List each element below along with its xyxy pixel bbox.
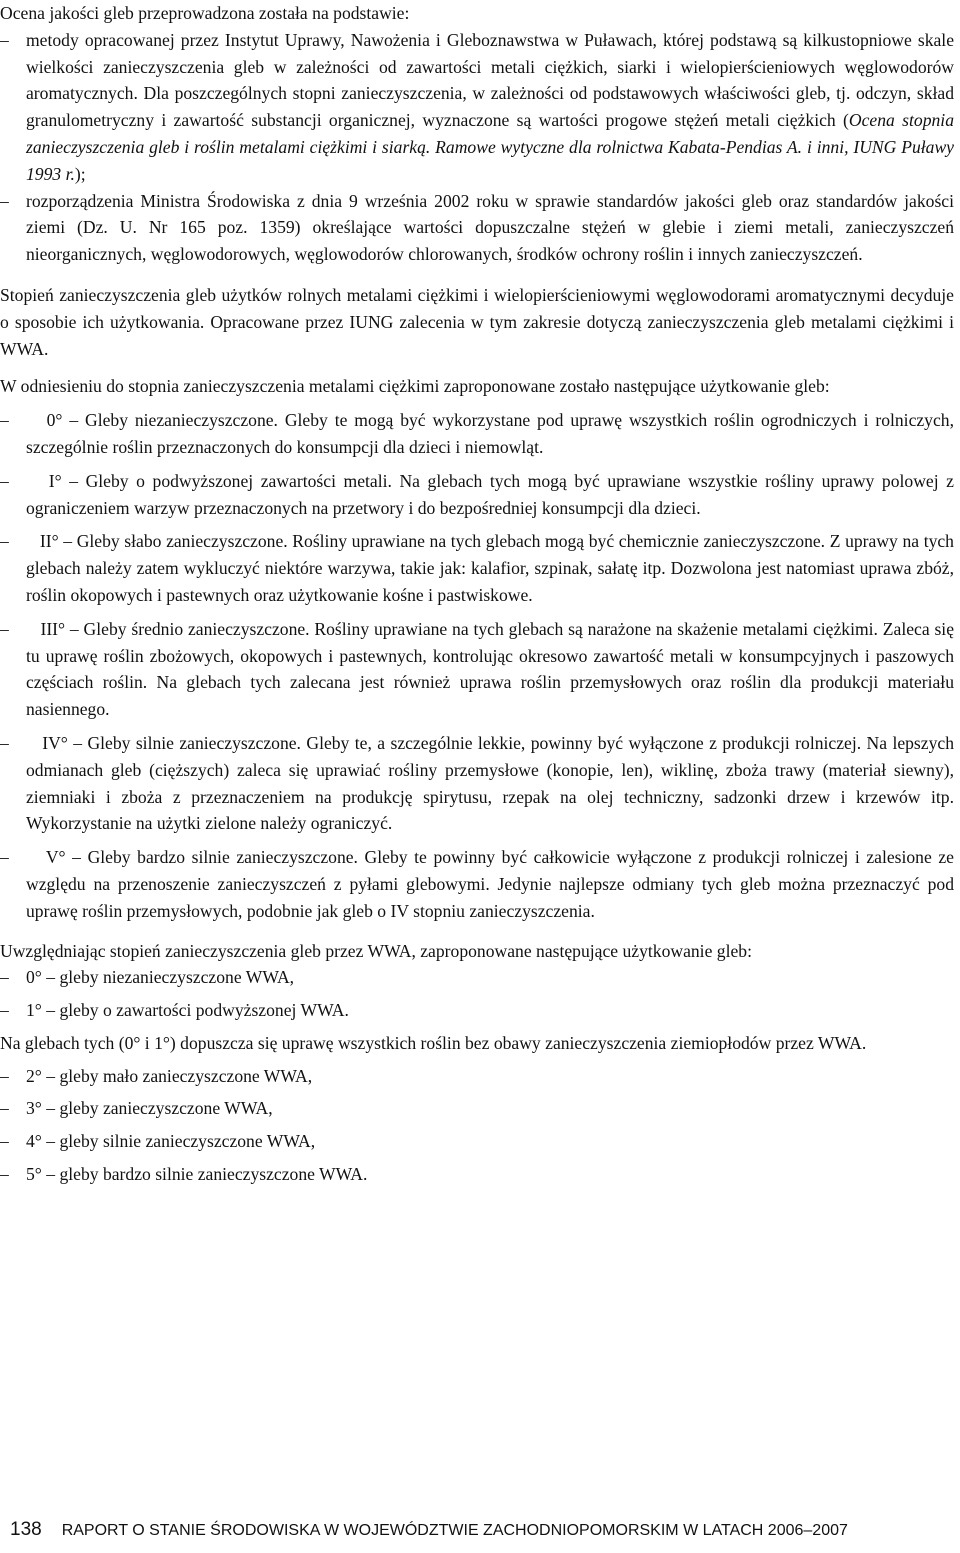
grade-description: Gleby średnio zanieczyszczone. Rośliny uprawiane na tych glebach są narażone na skażenie metalami ciężkimi. Zaleca się tu uprawę roślin zbożowych, okopowych i pastewnych, kontrolując okresowo zawartość metali w konsumpcyjnych i paszowych częściach roślin. Na glebach tych zalecana jest również uprawa roślin przemysłowych oraz roślin dla produkcji materiału nasiennego. xyxy=(26,618,954,720)
metal-grade-item xyxy=(0,844,954,924)
intro-text: Ocena jakości gleb przeprowadzona została na podstawie: xyxy=(0,3,410,23)
metal-grade-item xyxy=(0,468,954,522)
dash-separator: – xyxy=(46,1164,56,1185)
wwa-grade-text xyxy=(26,1161,954,1188)
metal-grade-text xyxy=(26,616,954,723)
wwa-grade-item xyxy=(0,964,954,991)
basis-item-text: rozporządzenia Ministra Środowiska z dnia 9 września 2002 roku w sprawie standardów jakości gleb oraz standardów jakości ziemi (Dz. U. Nr 165 poz. 1359) określające wartości dopuszczalne stężeń w glebie i ziemi metali, zanieczyszczeń nieorganicznych, węglowodorowych, węglowodorów chlorowanych, środków ochrony roślin i innych zanieczyszczeń. xyxy=(26,190,954,265)
basis-item-iung xyxy=(0,27,954,188)
grade-label: III° xyxy=(40,618,66,639)
metal-grade-item xyxy=(0,616,954,723)
grade-description: Gleby o podwyższonej zawartości metali. Na glebach tych mogą być uprawiane wszystkie rośliny uprawy polowej z ograniczeniem warzyw przeznaczonych na przetwory i do bezpośredniej konsumpcji dla dzieci. xyxy=(26,470,954,518)
dash-separator: – xyxy=(69,410,79,431)
dash-bullet: – xyxy=(0,410,9,431)
grade-description: gleby silnie zanieczyszczone WWA, xyxy=(59,1131,316,1152)
grade-description: Gleby niezanieczyszczone. Gleby te mogą być wykorzystane pod uprawę wszystkich roślin ogrodniczych i rolniczych, szczególnie roślin przeznaczonych do konsumpcji dla dzieci i niemowląt. xyxy=(26,410,954,457)
grade-label: II° xyxy=(39,531,59,552)
dash-bullet: – xyxy=(0,470,9,491)
wwa-grade-text xyxy=(26,1095,954,1122)
wwa-grade-text xyxy=(26,964,954,991)
grade-description: gleby mało zanieczyszczone WWA, xyxy=(59,1065,313,1086)
dash-bullet: – xyxy=(0,1164,9,1185)
grade-description: gleby niezanieczyszczone WWA, xyxy=(59,967,295,988)
dash-separator: – xyxy=(46,967,56,988)
metal-grade-text xyxy=(26,730,954,837)
metal-grade-item xyxy=(0,730,954,837)
grade-description: gleby zanieczyszczone WWA, xyxy=(59,1098,273,1119)
dash-separator: – xyxy=(69,618,79,639)
grade-description: Gleby silnie zanieczyszczone. Gleby te, a szczególnie lekkie, powinny być wyłączone z produkcji rolniczej. Na lepszych odmianach gleb (cięższych) zaleca się uprawiać rośliny przemysłowe (konopie, len), wiklinę, zboża trawy (materiał siewny), ziemniaki i zboża z przeznaczeniem na produkcję spirytusu, rzepak na olej techniczny, sadzonki drzew i krzewów itp. Wykorzystanie na użytki zielone należy ograniczyć. xyxy=(26,732,954,834)
wwa-grade-text xyxy=(26,997,954,1024)
basis-item-regulation xyxy=(0,188,954,268)
metal-grade-text xyxy=(26,528,954,608)
dash-bullet: – xyxy=(0,732,9,753)
grade-label: 1° xyxy=(26,1000,42,1021)
dash-separator: – xyxy=(46,1065,56,1086)
dash-separator: – xyxy=(73,732,83,753)
basis-item-main-text: metody opracowanej przez Instytut Uprawy, Nawożenia i Gleboznawstwa w Puławach, której podstawą są kilkustopniowe skale wielkości zanieczyszczenia gleb w zależności od zawartości metali ciężkich, siarki i wielopierścieniowych węglowodorów aromatycznych. Dla poszczególnych stopni zanieczyszczenia, w zależności od podstawowych właściwości gleb, tj. odczyn, skład granulometryczny i zawartość substancji organicznej, wyznaczone są wartości progowe stężeń metali ciężkich ( xyxy=(26,29,954,131)
dash-separator: – xyxy=(46,1098,56,1119)
dash-bullet: – xyxy=(0,1065,9,1086)
grade-label: V° xyxy=(45,847,66,868)
grade-label: 2° xyxy=(26,1065,42,1086)
dash-separator: – xyxy=(63,531,73,552)
grade-description: gleby bardzo silnie zanieczyszczone WWA. xyxy=(59,1164,368,1185)
grade-label: 0° xyxy=(46,410,63,431)
paragraph-wwa-note: Na glebach tych (0° i 1°) dopuszcza się uprawę wszystkich roślin bez obawy zanieczyszczenia ziemiopłodów przez WWA. xyxy=(0,1032,867,1053)
page-footer xyxy=(10,1520,950,1541)
metal-grade-item xyxy=(0,407,954,461)
dash-separator: – xyxy=(46,1000,56,1021)
metal-grade-text xyxy=(26,468,954,522)
paragraph-wwa: Uwzględniając stopień zanieczyszczenia gleb przez WWA, zaproponowane następujące użytkowanie gleb: xyxy=(0,940,752,961)
basis-item-citation: Ocena stopnia zanieczyszczenia gleb i roślin metalami ciężkimi i siarką. Ramowe wytyczne dla rolnictwa Kabata-Pendias A. i inni, IUNG Puławy 1993 r. xyxy=(26,110,954,184)
metal-grade-item xyxy=(0,528,954,608)
grade-description: gleby o zawartości podwyższonej WWA. xyxy=(59,1000,349,1021)
grade-label: IV° xyxy=(42,732,68,753)
paragraph-degree: Stopień zanieczyszczenia gleb użytków rolnych metalami ciężkimi i wielopierścieniowymi węglowodorami aromatycznymi decyduje o sposobie ich użytkowania. Opracowane przez IUNG zalecenia w tym zakresie dotyczą zanieczyszczenia gleb metalami ciężkimi i WWA. xyxy=(0,284,954,359)
grade-description: Gleby słabo zanieczyszczone. Rośliny uprawiane na tych glebach mogą być chemicznie zanieczyszczone. Z uprawy na tych glebach należy zatem wykluczyć niektóre warzywa, takie jak: kalafior, szpinak, sałatę itp. Dozwolona jest natomiast uprawa zbóż, roślin okopowych i pastewnych oraz użytkowanie kośne i pastwiskowe. xyxy=(26,531,954,605)
grade-label: 0° xyxy=(26,967,42,988)
grade-label: 4° xyxy=(26,1131,42,1152)
wwa-grade-item xyxy=(0,1128,954,1155)
dash-bullet: – xyxy=(0,531,9,552)
grade-label: 5° xyxy=(26,1164,42,1185)
dash-bullet: – xyxy=(0,1098,9,1119)
footer-title: RAPORT O STANIE ŚRODOWISKA W WOJEWÓDZTWIE ZACHODNIOPOMORSKIM W LATACH 2006–2007 xyxy=(61,1522,848,1539)
wwa-grade-item xyxy=(0,1095,954,1122)
dash-bullet: – xyxy=(0,967,9,988)
basis-item-tail: ); xyxy=(74,163,86,184)
dash-bullet: – xyxy=(0,190,9,211)
wwa-grade-text xyxy=(26,1128,954,1155)
metal-grade-text xyxy=(26,407,954,461)
wwa-grade-item xyxy=(0,1063,954,1090)
dash-bullet: – xyxy=(0,618,9,639)
dash-separator: – xyxy=(46,1131,56,1152)
wwa-grade-text xyxy=(26,1063,954,1090)
page-number: 138 xyxy=(10,1519,42,1540)
basis-item-text xyxy=(26,27,954,188)
dash-bullet: – xyxy=(0,1131,9,1152)
wwa-grade-item xyxy=(0,997,954,1024)
paragraph-metals: W odniesieniu do stopnia zanieczyszczenia metalami ciężkimi zaproponowane zostało następujące użytkowanie gleb: xyxy=(0,376,830,397)
grade-label: 3° xyxy=(26,1098,42,1119)
dash-bullet: – xyxy=(0,29,9,50)
dash-bullet: – xyxy=(0,847,9,868)
wwa-grade-item xyxy=(0,1161,954,1188)
dash-separator: – xyxy=(72,847,81,868)
dash-separator: – xyxy=(69,470,78,491)
grade-description: Gleby bardzo silnie zanieczyszczone. Gleby te powinny być całkowicie wyłączone z produkcji rolniczej i zalesione ze względu na przenoszenie zanieczyszczeń z pyłami glebowymi. Jedynie najlepsze odmiany tych gleb można przeznaczyć pod uprawę roślin przemysłowych, podobnie jak gleb o IV stopniu zanieczyszczenia. xyxy=(26,847,954,921)
metal-grade-text xyxy=(26,844,954,924)
grade-label: I° xyxy=(48,470,62,491)
dash-bullet: – xyxy=(0,1000,9,1021)
